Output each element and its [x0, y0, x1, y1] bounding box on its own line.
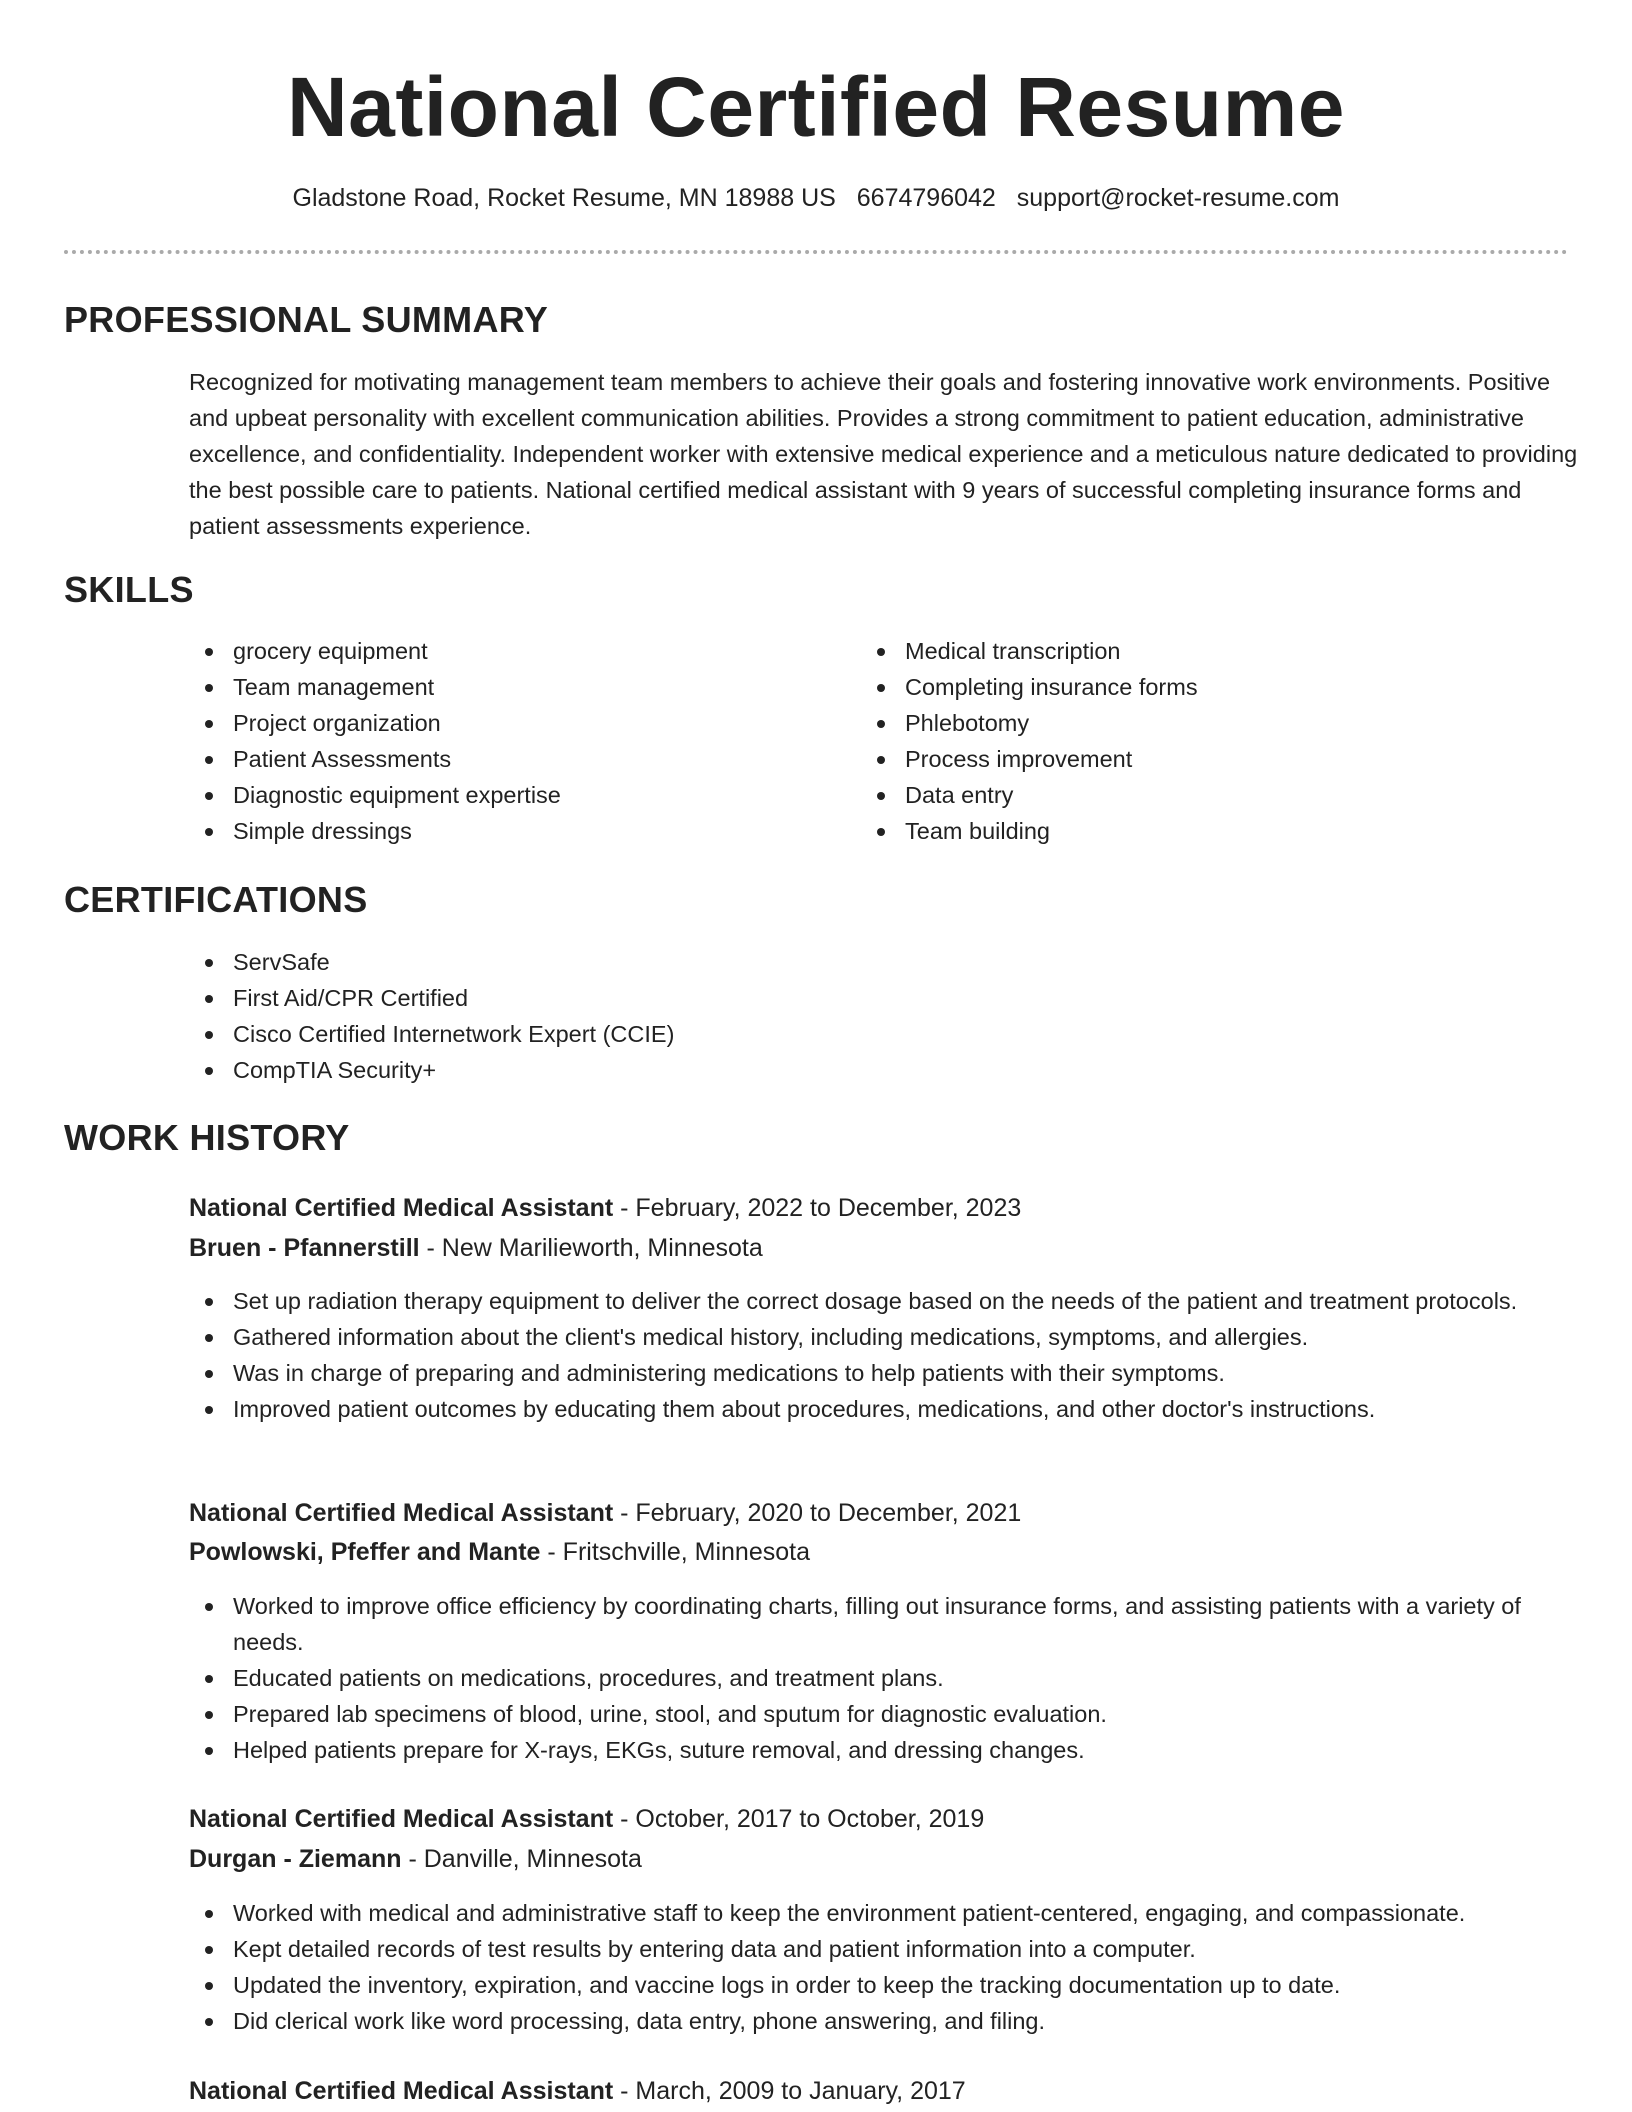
skill-item: Data entry [861, 777, 1561, 813]
skill-item: grocery equipment [189, 633, 829, 669]
job-title-line [189, 1495, 1021, 1531]
job-bullet: Was in charge of preparing and administering medications to help patients with their symptoms. [189, 1355, 1584, 1391]
job-location: - New Marilieworth, Minnesota [419, 1234, 763, 1262]
skill-item: Team building [861, 813, 1561, 849]
job-company-line [189, 1534, 810, 1570]
job-role: National Certified Medical Assistant [189, 1194, 614, 1222]
job-role: National Certified Medical Assistant [189, 1805, 614, 1833]
job-location: - Fritschville, Minnesota [540, 1538, 810, 1566]
job-bullets [189, 1895, 1609, 2039]
certification-item: First Aid/CPR Certified [189, 980, 1389, 1016]
job-role: National Certified Medical Assistant [189, 1499, 614, 1527]
contact-address: Gladstone Road, Rocket Resume, MN 18988 US [292, 184, 836, 212]
contact-line [0, 180, 1632, 216]
certification-item: Cisco Certified Internetwork Expert (CCIE) [189, 1016, 1389, 1052]
job-bullet: Prepared lab specimens of blood, urine, stool, and sputum for diagnostic evaluation. [189, 1696, 1584, 1732]
certifications-heading: CERTIFICATIONS [64, 879, 368, 920]
skills-list-left [189, 633, 829, 849]
summary-heading: PROFESSIONAL SUMMARY [64, 299, 549, 340]
job-company: Powlowski, Pfeffer and Mante [189, 1538, 541, 1566]
job-bullet: Kept detailed records of test results by entering data and patient information into a computer. [189, 1931, 1609, 1967]
job-location: - Danville, Minnesota [401, 1845, 642, 1873]
job-dates: - October, 2017 to October, 2019 [613, 1805, 985, 1833]
skill-item: Process improvement [861, 741, 1561, 777]
job-bullet: Worked to improve office efficiency by coordinating charts, filling out insurance forms, and assisting patients with a variety of needs. [189, 1588, 1584, 1660]
skills-heading: SKILLS [64, 569, 194, 610]
job-bullet: Gathered information about the client's medical history, including medications, symptoms, and allergies. [189, 1319, 1584, 1355]
job-bullet: Helped patients prepare for X-rays, EKGs, suture removal, and dressing changes. [189, 1732, 1584, 1768]
job-company-line [189, 1841, 642, 1877]
skill-item: Diagnostic equipment expertise [189, 777, 829, 813]
header-divider [64, 250, 1568, 254]
skill-item: Phlebotomy [861, 705, 1561, 741]
job-bullets [189, 1283, 1584, 1427]
skill-item: Team management [189, 669, 829, 705]
job-company: Durgan - Ziemann [189, 1845, 402, 1873]
skill-item: Project organization [189, 705, 829, 741]
job-bullet: Did clerical work like word processing, data entry, phone answering, and filing. [189, 2003, 1609, 2039]
job-bullet: Updated the inventory, expiration, and vaccine logs in order to keep the tracking documentation up to date. [189, 1967, 1609, 2003]
job-bullet: Educated patients on medications, procedures, and treatment plans. [189, 1660, 1584, 1696]
job-company: Bruen - Pfannerstill [189, 1234, 420, 1262]
summary-text: Recognized for motivating management team members to achieve their goals and fostering innovative work environments. Positive and upbeat personality with excellent communication abilities. Provides a strong commitment to patient education, administrative excellence, and confidentiality. Independent worker with extensive medical experience and a meticulous nature dedicated to providing the best possible care to patients. National certified medical assistant with 9 years of successful completing insurance forms and patient assessments experience. [189, 369, 1578, 539]
resume-name: National Certified Resume [286, 60, 1346, 154]
contact-email: support@rocket-resume.com [1016, 184, 1340, 212]
job-title-line [189, 1801, 984, 1837]
job-title-line [189, 2073, 966, 2109]
job-dates: - February, 2022 to December, 2023 [613, 1194, 1022, 1222]
skill-item: Simple dressings [189, 813, 829, 849]
job-title-line [189, 1190, 1021, 1226]
job-bullets [189, 1588, 1584, 1768]
certification-item: ServSafe [189, 944, 1389, 980]
skill-item: Medical transcription [861, 633, 1561, 669]
skills-list-right [861, 633, 1561, 849]
job-dates: - March, 2009 to January, 2017 [613, 2077, 966, 2105]
job-company-line [189, 1230, 763, 1266]
job-role: National Certified Medical Assistant [189, 2077, 614, 2105]
certification-item: CompTIA Security+ [189, 1052, 1389, 1088]
work-history-heading: WORK HISTORY [64, 1117, 350, 1158]
job-dates: - February, 2020 to December, 2021 [613, 1499, 1022, 1527]
skill-item: Patient Assessments [189, 741, 829, 777]
contact-phone: 6674796042 [856, 184, 996, 212]
job-bullet: Improved patient outcomes by educating them about procedures, medications, and other doctor's instructions. [189, 1391, 1584, 1427]
certifications-list [189, 944, 1389, 1088]
job-bullet: Set up radiation therapy equipment to deliver the correct dosage based on the needs of the patient and treatment protocols. [189, 1283, 1584, 1319]
job-bullet: Worked with medical and administrative staff to keep the environment patient-centered, engaging, and compassionate. [189, 1895, 1609, 1931]
skill-item: Completing insurance forms [861, 669, 1561, 705]
